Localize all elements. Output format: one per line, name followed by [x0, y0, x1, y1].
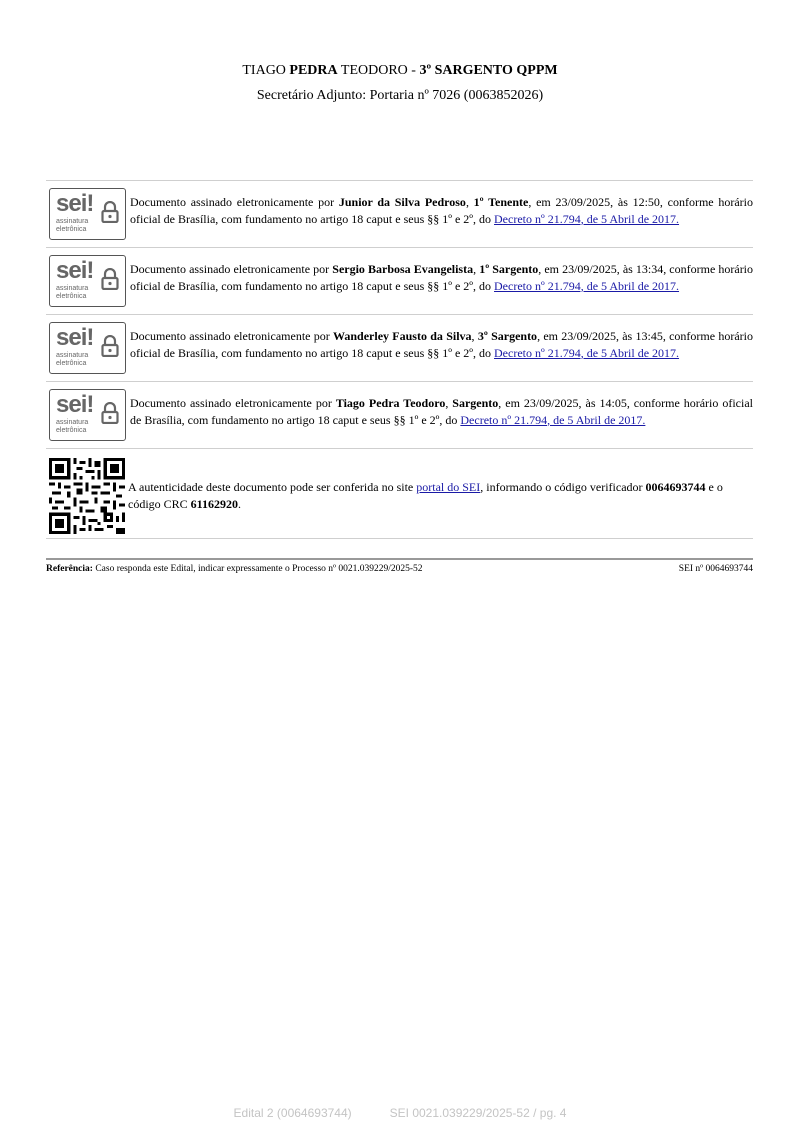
signer-name: Wanderley Fausto da Silva — [333, 329, 472, 343]
signature-row — [46, 247, 753, 314]
sei-signature-badge-icon: sei! assinatura eletrônica — [49, 255, 126, 307]
signature-row — [46, 314, 753, 381]
crc-code: 61162920 — [190, 496, 239, 511]
lock-icon — [101, 268, 119, 290]
signer-rank: Sargento — [452, 396, 499, 410]
signature-row — [46, 180, 753, 247]
reference-divider — [46, 558, 753, 560]
decree-link[interactable]: Decreto nº 21.794, de 5 Abril de 2017. — [494, 211, 680, 226]
signer-name-part2: TEODORO - — [337, 63, 420, 78]
signature-text: Documento assinado eletronicamente por Junior da Silva Pedroso, 1º Tenente, em 23/09/2025, às 12:50, conforme horário oficial de Brasília, com fundamento no artigo 18 caput e seus §§ 1º e 2º, do Decreto nº 21.794, de 5 Abril de 2017. — [130, 195, 754, 226]
lock-icon — [101, 402, 119, 424]
page-footer — [0, 1106, 800, 1120]
footer-document-id: Edital 2 (0064693744) — [233, 1106, 352, 1120]
reference-label: Referência: — [46, 564, 93, 574]
signature-list — [46, 180, 753, 449]
signer-name: Junior da Silva Pedroso — [338, 195, 466, 209]
authenticity-block — [46, 452, 753, 539]
sei-signature-badge-icon: sei! assinatura eletrônica — [49, 188, 126, 240]
reference-text: Caso responda este Edital, indicar expressamente o Processo nº 0021.039229/2025-52 — [92, 564, 423, 574]
verification-code: 0064693744 — [645, 480, 706, 494]
decree-link[interactable]: Decreto nº 21.794, de 5 Abril de 2017. — [494, 345, 680, 360]
signer-name-bold: PEDRA — [289, 63, 338, 78]
signature-row — [46, 381, 753, 449]
sei-portal-link[interactable]: portal do SEI — [416, 480, 481, 494]
signer-rank: 3º Sargento — [477, 329, 538, 343]
signer-rank: 1º Tenente — [473, 195, 529, 209]
lock-icon — [101, 201, 119, 223]
signature-text: Documento assinado eletronicamente por Tiago Pedra Teodoro, Sargento, em 23/09/2025, às 14:05, conforme horário oficial de Brasília, com fundamento no artigo 18 caput e seus §§ 1º e 2º, do Decreto nº 21.794, de 5 Abril de 2017. — [130, 396, 754, 427]
sei-signature-badge-icon: sei! assinatura eletrônica — [49, 322, 126, 374]
signer-name: Sergio Barbosa Evangelista — [332, 262, 474, 276]
lock-icon — [101, 335, 119, 357]
signature-text: Documento assinado eletronicamente por Sergio Barbosa Evangelista, 1º Sargento, em 23/09/2025, às 13:34, conforme horário oficial de Brasília, com fundamento no artigo 18 caput e seus §§ 1º e 2º, do Decreto nº 21.794, de 5 Abril de 2017. — [130, 262, 754, 293]
signer-name-line — [0, 62, 800, 80]
signer-name-part1: TIAGO — [242, 63, 290, 78]
authenticity-text: A autenticidade deste documento pode ser conferida no site portal do SEI, informando o código verificador 0064693744 e o código CRC 61162920. — [128, 480, 723, 511]
qr-code-icon — [49, 458, 125, 534]
decree-link[interactable]: Decreto nº 21.794, de 5 Abril de 2017. — [460, 412, 646, 427]
document-header — [0, 62, 800, 105]
reference-line — [46, 563, 753, 575]
signer-rank: 1º Sargento — [479, 262, 539, 276]
signer-name: Tiago Pedra Teodoro — [335, 396, 446, 410]
signer-rank: 3º SARGENTO QPPM — [419, 63, 558, 78]
decree-link[interactable]: Decreto nº 21.794, de 5 Abril de 2017. — [494, 278, 680, 293]
signer-role: Secretário Adjunto: Portaria nº 7026 (0063852026) — [256, 88, 544, 103]
signature-text: Documento assinado eletronicamente por Wanderley Fausto da Silva, 3º Sargento, em 23/09/2025, às 13:45, conforme horário oficial de Brasília, com fundamento no artigo 18 caput e seus §§ 1º e 2º, do Decreto nº 21.794, de 5 Abril de 2017. — [130, 329, 753, 360]
sei-signature-badge-icon: sei! assinatura eletrônica — [49, 389, 126, 441]
footer-process-page: SEI 0021.039229/2025-52 / pg. 4 — [389, 1106, 567, 1120]
sei-number: SEI nº 0064693744 — [678, 564, 753, 574]
